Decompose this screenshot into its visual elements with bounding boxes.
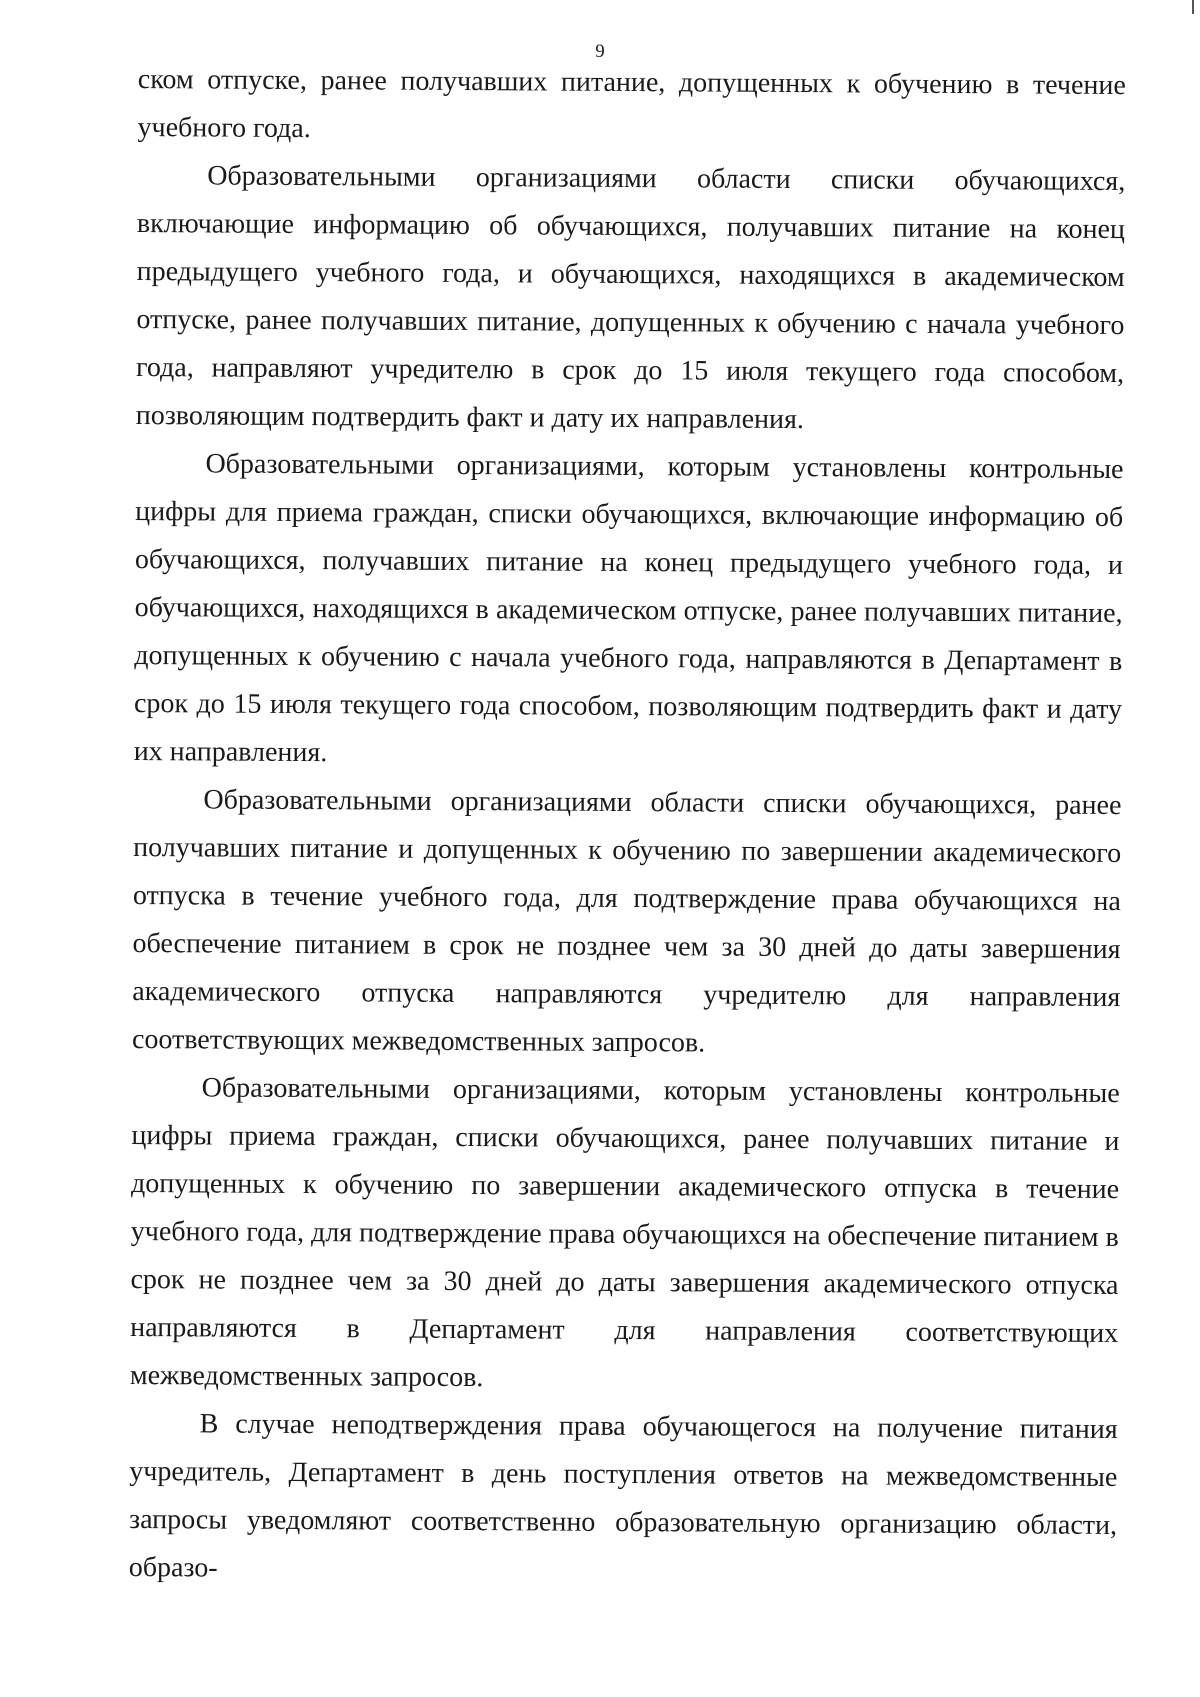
paragraph-continuation: ском отпуске, ранее получавших питание, допущенных к обучению в течение учебного года. bbox=[137, 63, 1126, 145]
page-number: 9 bbox=[595, 41, 605, 62]
scan-edge-mark bbox=[1192, 0, 1194, 14]
paragraph: Образовательными организациями области списки обучающихся, включающие информацию об обучающихся, получавших питание на конец предыдущего учебного года, и обучающихся, находящихся в академическом отпуске, ранее получавших питание, допущенных к обучению с начала учебного года, направляют учредителю в срок до 15 июля текущего года способом, позволяющим подтвердить факт и дату их направления. bbox=[135, 160, 1126, 436]
paragraph: Образовательными организациями, которым установлены контрольные цифры приема граждан, списки обучающихся, ранее получавших питание и допущенных к обучению по завершении академического отпуска в течение учебного года, для подтверждение права обучающихся на обеспечение питанием в срок не позднее чем за 30 дней до даты завершения академического отпуска направляются в Департамент для направления соответствующих межведомственных запросов. bbox=[129, 1072, 1120, 1394]
paragraph: Образовательными организациями, которым установлены контрольные цифры для приема граждан, списки обучающихся, включающие информацию об обучающихся, получавших питание на конец предыдущего учебного года, и обучающихся, находящихся в академическом отпуске, ранее получавших питание, допущенных к обучению с начала учебного года, направляются в Департамент в срок до 15 июля текущего года способом, позволяющим подтвердить факт и дату их направления. bbox=[133, 448, 1124, 769]
document-body bbox=[129, 56, 1126, 1598]
paragraph: Образовательными организациями области списки обучающихся, ранее получавших питание и допущенных к обучению по завершении академического отпуска в течение учебного года, для подтверждение права обучающихся на обеспечение питанием в срок не позднее чем за 30 дней до даты завершения академического отпуска направляются учредителю для направления соответствующих межведомственных запросов. bbox=[131, 784, 1122, 1059]
paragraph: В случае неподтверждения права обучающегося на получение питания учредитель, Департамент в день поступления ответов на межведомственные запросы уведомляют соответственно образовательную организацию области, образо- bbox=[128, 1408, 1118, 1584]
